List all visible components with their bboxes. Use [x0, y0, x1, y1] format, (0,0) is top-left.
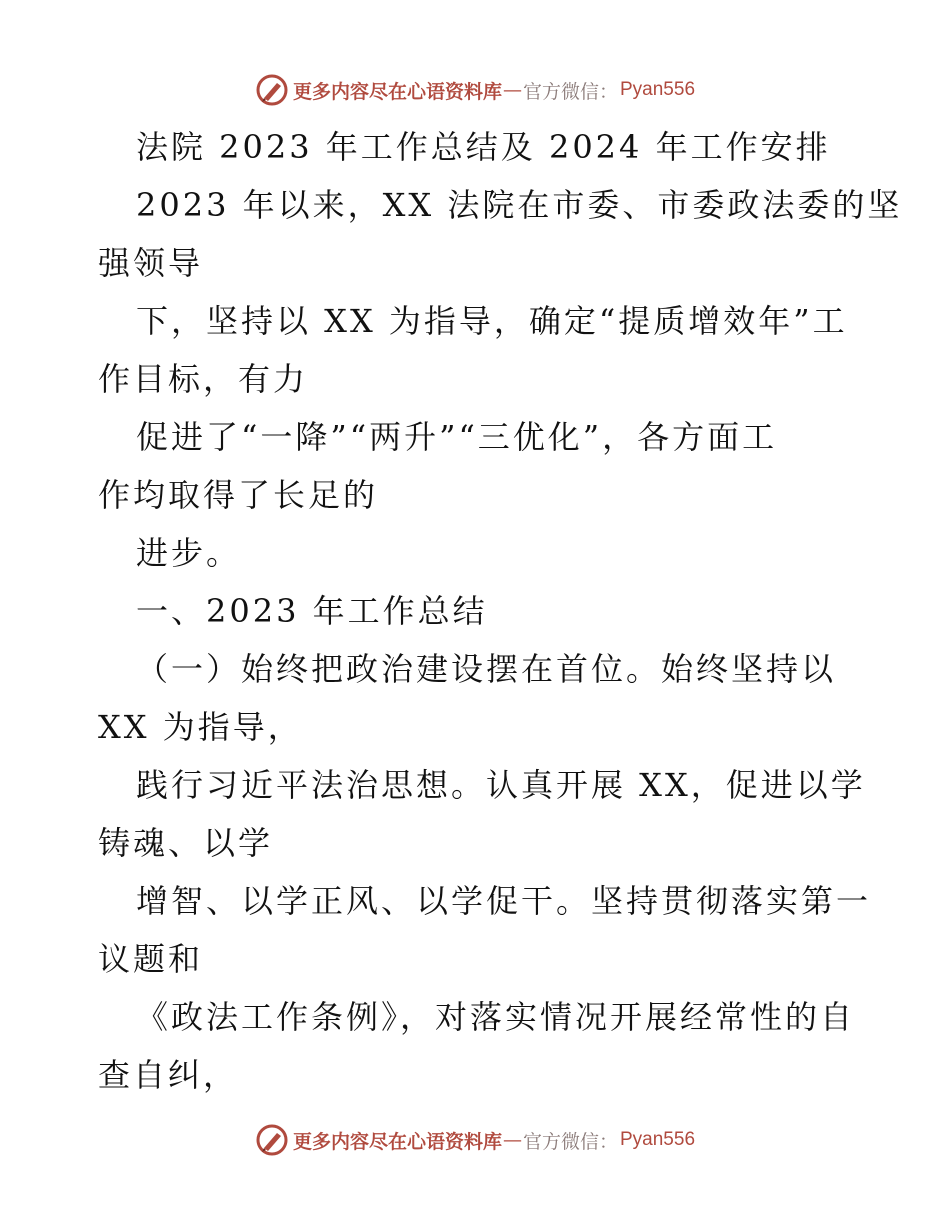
watermark-brand: 更多内容尽在心语资料库 — [292, 80, 502, 103]
document-body — [98, 118, 903, 1104]
watermark-brand: 更多内容尽在心语资料库 — [292, 1130, 502, 1153]
paragraph-line: 增智、以学正风、以学促干。坚持贯彻落实第一 — [136, 882, 872, 920]
watermark-dash: — — [502, 79, 522, 101]
paragraph-line: 下，坚持以 XX 为指导，确定“提质增效年”工 — [136, 302, 848, 340]
watermark-dash: — — [502, 1129, 522, 1151]
paragraph-line: （一）始终把政治建设摆在首位。始终坚持以 — [136, 650, 837, 688]
paragraph-line: 议题和 — [98, 940, 204, 978]
watermark-id: Pyan556 — [620, 79, 696, 100]
paragraph-line: 强领导 — [98, 244, 204, 282]
paragraph-line: 铸魂、以学 — [98, 824, 274, 862]
paragraph-line: 2023 年以来，XX 法院在市委、市委政法委的坚 — [136, 186, 903, 224]
watermark-sub: 官方微信： — [522, 80, 618, 103]
paragraph-line: 作目标，有力 — [98, 360, 309, 398]
watermark-footer — [0, 1120, 950, 1160]
paragraph-line: 查自纠， — [98, 1056, 239, 1094]
doc-title: 法院 2023 年工作总结及 2024 年工作安排 — [136, 128, 831, 166]
pen-logo-icon — [255, 73, 289, 107]
paragraph-line: 《政法工作条例》，对落实情况开展经常性的自 — [136, 998, 856, 1036]
paragraph-line: 作均取得了长足的 — [98, 476, 379, 514]
paragraph-line: XX 为指导， — [98, 708, 303, 746]
watermark-id: Pyan556 — [620, 1129, 696, 1150]
watermark-sub: 官方微信： — [522, 1130, 618, 1153]
section-heading: 一、2023 年工作总结 — [136, 592, 488, 630]
paragraph-line: 践行习近平法治思想。认真开展 XX，促进以学 — [136, 766, 866, 804]
paragraph-line: 促进了“一降”“两升”“三优化”，各方面工 — [136, 418, 778, 456]
paragraph-line: 进步。 — [136, 534, 242, 572]
pen-logo-icon — [255, 1123, 289, 1157]
watermark-header — [0, 70, 950, 110]
